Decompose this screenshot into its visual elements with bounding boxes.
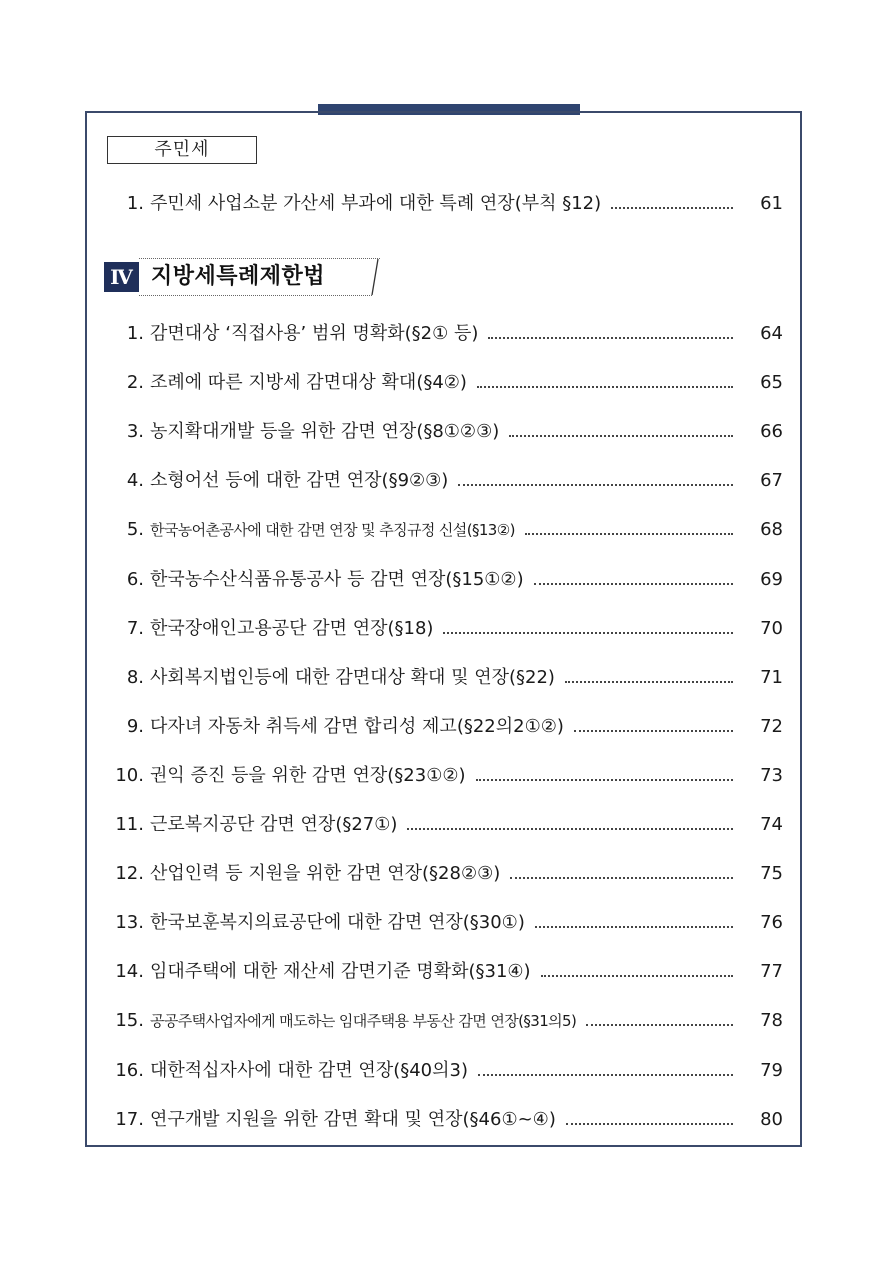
toc-entry-label: 근로복지공단 감면 연장(§27①) <box>150 814 398 835</box>
toc-entry-page: 64 <box>760 323 783 344</box>
toc-entry[interactable] <box>108 419 783 445</box>
toc-entry-label: 한국장애인고용공단 감면 연장(§18) <box>150 618 434 639</box>
toc-entry-text <box>108 959 531 985</box>
toc-entry-text <box>108 419 499 445</box>
toc-entry-number: 1. <box>126 323 144 344</box>
toc-dot-leader <box>478 1074 733 1076</box>
section-title: 지방세특례제한법 <box>151 264 326 289</box>
toc-entry[interactable] <box>108 321 783 347</box>
toc-entry-label: 감면대상 ‘직접사용’ 범위 명확화(§2① 등) <box>150 323 479 344</box>
section-heading-top-rule <box>139 258 380 259</box>
toc-entry-label: 권익 증진 등을 위한 감면 연장(§23①②) <box>150 765 466 786</box>
toc-entry-label: 소형어선 등에 대한 감면 연장(§9②③) <box>150 470 449 491</box>
toc-entry[interactable] <box>108 468 783 494</box>
toc-entry-page: 75 <box>760 863 783 884</box>
toc-entry-label: 조례에 따른 지방세 감면대상 확대(§4②) <box>150 372 467 393</box>
toc-entry-number: 5. <box>126 519 144 540</box>
toc-entry-text <box>108 763 466 789</box>
toc-entry-page: 61 <box>760 193 783 214</box>
toc-entry-page: 66 <box>760 421 783 442</box>
toc-entry-text <box>108 567 524 593</box>
toc-entry[interactable] <box>108 1058 783 1084</box>
toc-entry-text <box>108 812 397 838</box>
toc-dot-leader <box>566 1123 733 1125</box>
toc-dot-leader <box>586 1024 733 1026</box>
toc-entry-label: 대한적십자사에 대한 감면 연장(§40의3) <box>150 1060 468 1081</box>
toc-entry-number: 11. <box>115 814 144 835</box>
toc-entry-label: 사회복지법인등에 대한 감면대상 확대 및 연장(§22) <box>150 667 555 688</box>
toc-entry-text <box>108 370 467 396</box>
section-heading-slash <box>368 258 380 296</box>
section-heading <box>104 258 380 296</box>
toc-entry-label: 공공주택사업자에게 매도하는 임대주택용 부동산 감면 연장(§31의5) <box>150 1012 577 1030</box>
toc-entry-page: 80 <box>760 1109 783 1130</box>
toc-dot-leader <box>509 435 733 437</box>
section-number-badge: Ⅳ <box>104 262 139 292</box>
toc-entry[interactable] <box>108 714 783 740</box>
toc-entry[interactable] <box>108 616 783 642</box>
toc-dot-leader <box>477 386 733 388</box>
toc-entry-page: 76 <box>760 912 783 933</box>
toc-entry[interactable] <box>108 861 783 887</box>
toc-entry[interactable] <box>108 567 783 593</box>
toc-entry-page: 78 <box>760 1010 783 1031</box>
toc-entry-number: 14. <box>115 961 144 982</box>
toc-entry-label: 농지확대개발 등을 위한 감면 연장(§8①②③) <box>150 421 500 442</box>
toc-entry-number: 8. <box>126 667 144 688</box>
toc-entry-number: 1. <box>126 193 144 214</box>
toc-entry-number: 9. <box>126 716 144 737</box>
subheading-box: 주민세 <box>107 136 257 164</box>
toc-entry-number: 3. <box>126 421 144 442</box>
toc-entry-page: 70 <box>760 618 783 639</box>
toc-entry[interactable] <box>108 517 783 543</box>
toc-entry-text <box>108 191 601 217</box>
toc-entry-text <box>108 321 478 347</box>
toc-entry-number: 17. <box>115 1109 144 1130</box>
toc-entry-number: 12. <box>115 863 144 884</box>
toc-entry-text <box>108 861 500 887</box>
toc-entry-page: 72 <box>760 716 783 737</box>
toc-entry-label: 한국보훈복지의료공단에 대한 감면 연장(§30①) <box>150 912 525 933</box>
toc-entry-number: 4. <box>126 470 144 491</box>
toc-dot-leader <box>541 975 733 977</box>
toc-entry-label: 주민세 사업소분 가산세 부과에 대한 특례 연장(부칙 §12) <box>150 193 602 214</box>
toc-dot-leader <box>476 779 734 781</box>
toc-entry-text <box>108 1058 468 1084</box>
toc-dot-leader <box>525 533 733 535</box>
toc-dot-leader <box>611 207 733 209</box>
toc-entry[interactable] <box>108 812 783 838</box>
toc-entry-number: 16. <box>115 1060 144 1081</box>
toc-entry-label: 한국농어촌공사에 대한 감면 연장 및 추징규정 신설(§13②) <box>150 521 515 539</box>
toc-entry-text <box>108 517 515 543</box>
toc-entry-label: 한국농수산식품유통공사 등 감면 연장(§15①②) <box>150 569 524 590</box>
toc-entry-number: 7. <box>126 618 144 639</box>
toc-entry[interactable] <box>108 1107 783 1133</box>
toc-entry-page: 69 <box>760 569 783 590</box>
toc-dot-leader <box>443 632 733 634</box>
toc-entry-page: 67 <box>760 470 783 491</box>
toc-entry-number: 2. <box>126 372 144 393</box>
toc-entry-text <box>108 665 555 691</box>
toc-dot-leader <box>458 484 733 486</box>
toc-entry-text <box>108 714 564 740</box>
toc-entry-number: 15. <box>115 1010 144 1031</box>
toc-dot-leader <box>535 926 733 928</box>
toc-entry-label: 임대주택에 대한 재산세 감면기준 명확화(§31④) <box>150 961 531 982</box>
section-heading-bottom-rule <box>139 295 372 296</box>
toc-entry-page: 65 <box>760 372 783 393</box>
toc-entry-text <box>108 616 433 642</box>
toc-entry[interactable] <box>108 910 783 936</box>
toc-entry-page: 77 <box>760 961 783 982</box>
toc-entry-text <box>108 468 448 494</box>
toc-entry-page: 73 <box>760 765 783 786</box>
toc-entry-number: 13. <box>115 912 144 933</box>
toc-entry-number: 10. <box>115 765 144 786</box>
toc-dot-leader <box>407 828 733 830</box>
toc-entry-page: 71 <box>760 667 783 688</box>
toc-dot-leader <box>534 583 733 585</box>
toc-dot-leader <box>488 337 733 339</box>
toc-entry-text <box>108 1107 556 1133</box>
toc-entry-page: 74 <box>760 814 783 835</box>
toc-entry[interactable] <box>108 1008 783 1034</box>
toc-dot-leader <box>565 681 733 683</box>
toc-entry[interactable] <box>108 763 783 789</box>
toc-entry-label: 연구개발 지원을 위한 감면 확대 및 연장(§46①~④) <box>150 1109 556 1130</box>
toc-entry-page: 68 <box>760 519 783 540</box>
toc-dot-leader <box>510 877 733 879</box>
toc-entry[interactable] <box>108 370 783 396</box>
toc-entry-label: 산업인력 등 지원을 위한 감면 연장(§28②③) <box>150 863 501 884</box>
toc-dot-leader <box>574 730 733 732</box>
toc-entry[interactable] <box>108 665 783 691</box>
toc-entry-number: 6. <box>126 569 144 590</box>
toc-entry-text <box>108 910 525 936</box>
toc-entry[interactable] <box>108 959 783 985</box>
toc-entry[interactable] <box>108 191 783 217</box>
toc-entry-page: 79 <box>760 1060 783 1081</box>
toc-entry-label: 다자녀 자동차 취득세 감면 합리성 제고(§22의2①②) <box>150 716 564 737</box>
toc-entry-text <box>108 1008 576 1034</box>
